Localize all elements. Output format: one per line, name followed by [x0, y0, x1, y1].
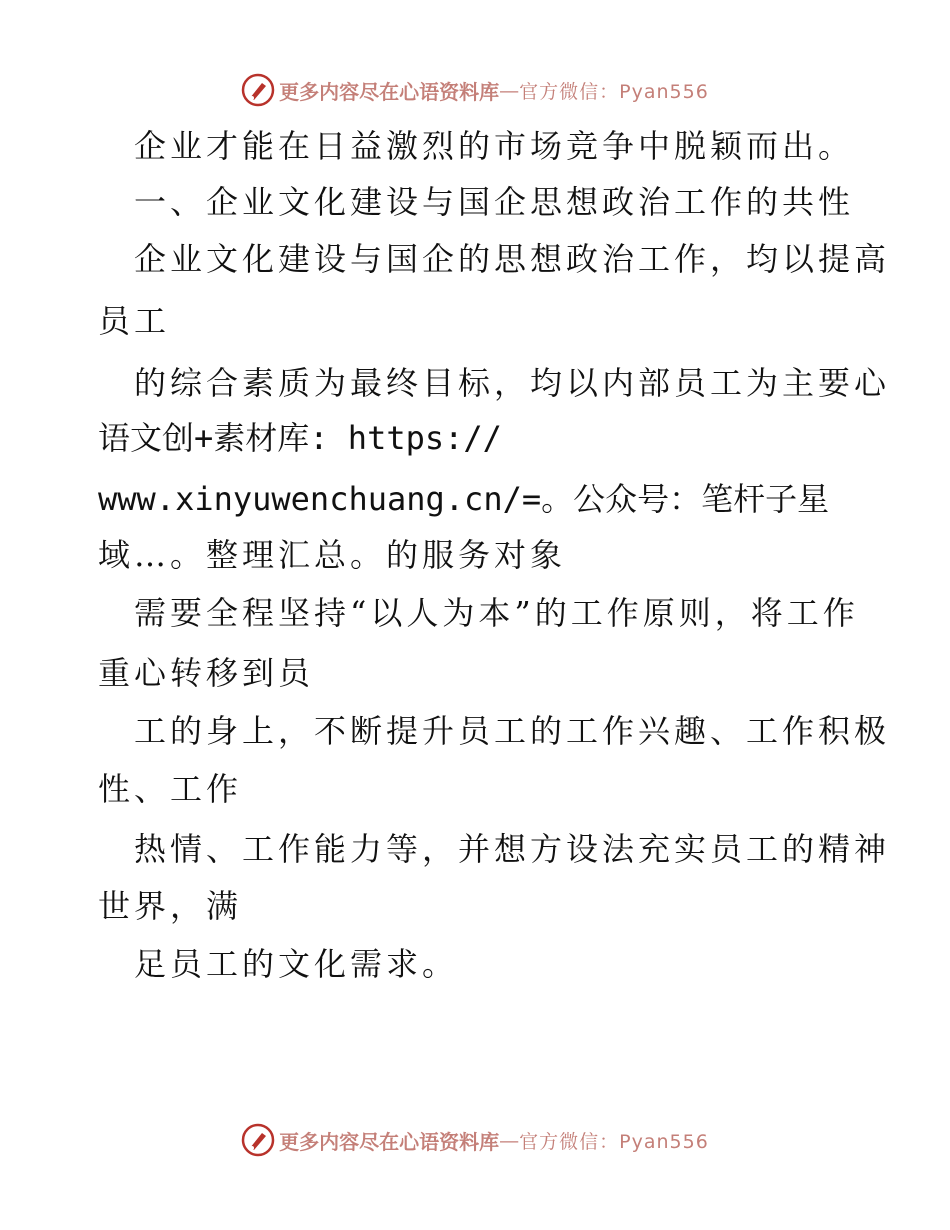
pen-logo-icon — [241, 73, 275, 107]
banner-slogan: 更多内容尽在心语资料库 — [279, 79, 500, 104]
body-line: 的综合素质为最终目标，均以内部员工为主要心 — [98, 364, 891, 402]
body-line: 企业文化建设与国企的思想政治工作，均以提高 — [98, 240, 891, 278]
body-line: 足员工的文化需求。 — [98, 945, 459, 983]
body-line: 需要全程坚持“以人为本”的工作原则，将工作 — [98, 594, 859, 632]
body-line: 企业才能在日益激烈的市场竞争中脱颖而出。 — [98, 127, 855, 165]
banner-dash: — — [499, 1128, 520, 1152]
body-line: www.xinyuwenchuang.cn/=。公众号：笔杆子星 — [98, 480, 830, 518]
body-line: 域…。整理汇总。的服务对象 — [98, 536, 567, 574]
body-line: 世界，满 — [98, 887, 243, 925]
banner-slogan: 更多内容尽在心语资料库 — [279, 1129, 500, 1154]
body-line: 员工 — [98, 302, 171, 340]
body-line: 重心转移到员 — [98, 654, 315, 692]
body-line: 性、工作 — [98, 770, 243, 808]
header-banner — [0, 70, 950, 110]
body-line: 热情、工作能力等，并想方设法充实员工的精神 — [98, 830, 891, 868]
section-heading: 一、企业文化建设与国企思想政治工作的共性 — [98, 183, 855, 221]
body-line: 语文创+素材库: https:// — [98, 419, 502, 457]
body-line: 工的身上，不断提升员工的工作兴趣、工作积极 — [98, 712, 891, 750]
pen-logo-icon — [241, 1123, 275, 1157]
footer-banner — [0, 1120, 950, 1160]
banner-wechat: 官方微信：Pyan556 — [519, 1130, 709, 1153]
banner-dash: — — [499, 78, 520, 102]
banner-wechat: 官方微信：Pyan556 — [519, 80, 709, 103]
